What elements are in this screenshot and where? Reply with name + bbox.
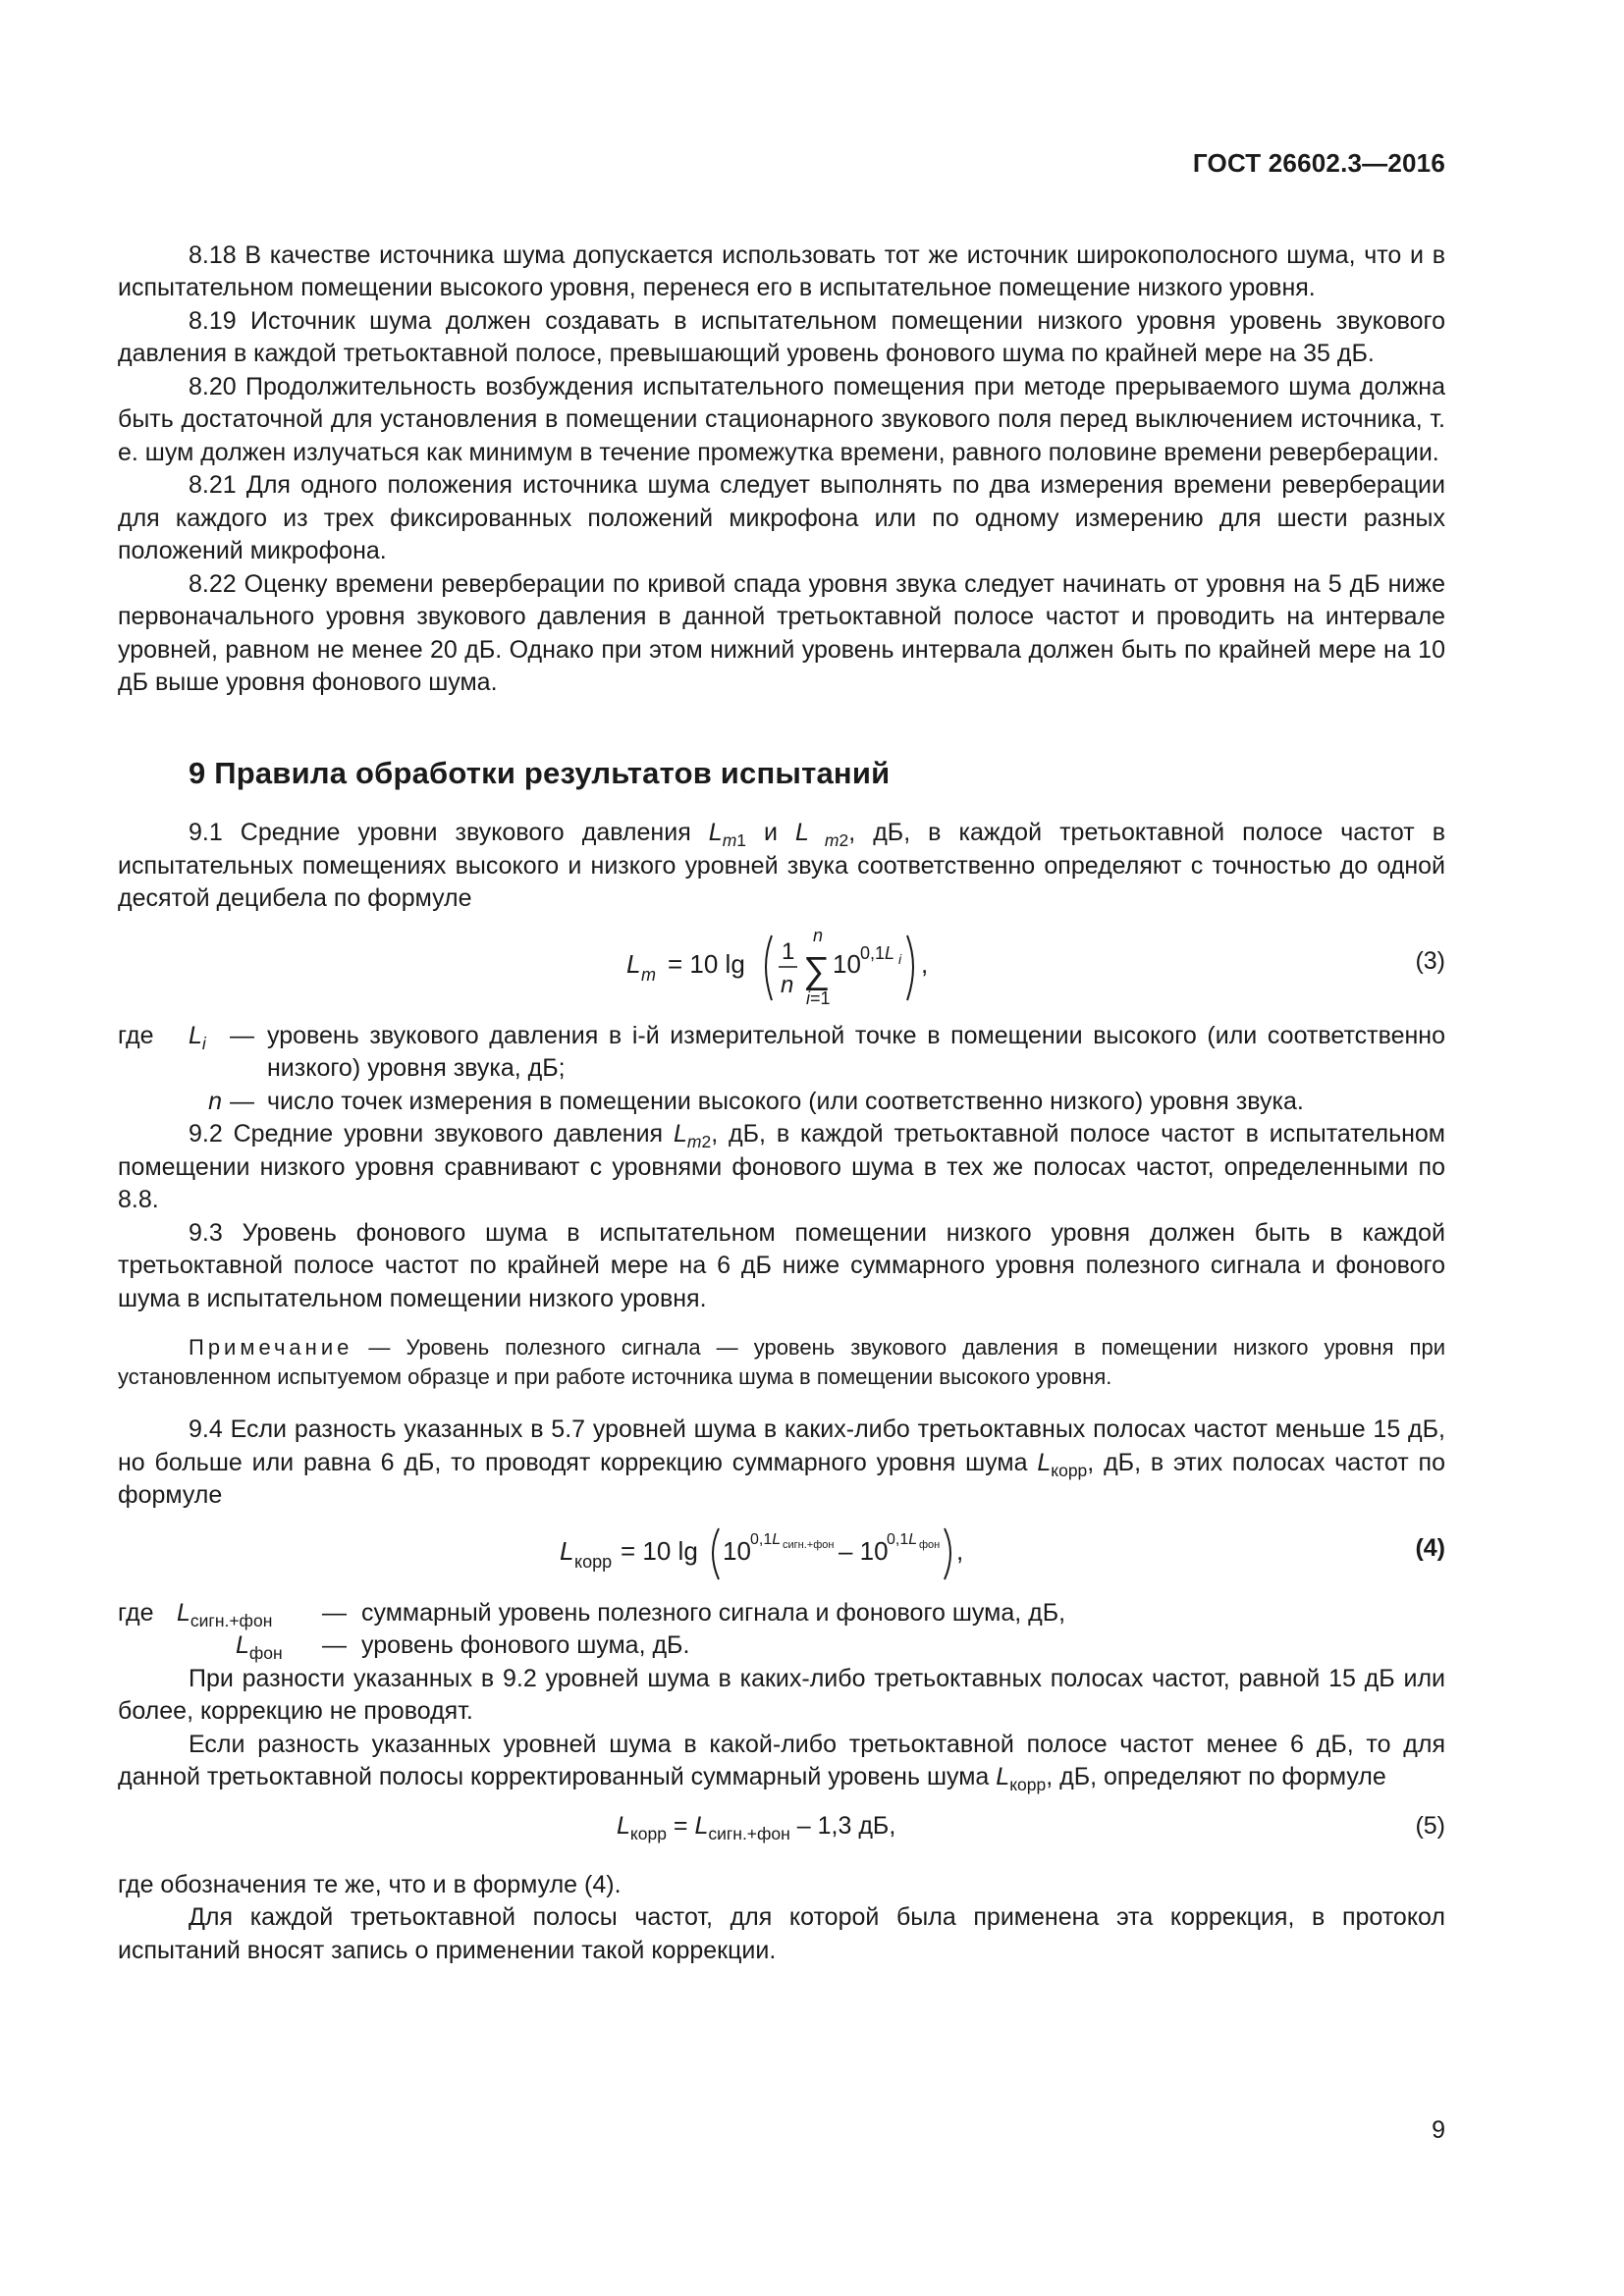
legend-dash: —	[230, 1087, 254, 1115]
legend-text-background: уровень фонового шума, дБ.	[361, 1631, 690, 1659]
svg-text:i: i	[898, 950, 902, 967]
formula-3-number: (3)	[1415, 946, 1445, 975]
legend-dash: —	[322, 1631, 347, 1659]
legend-symbol-li: $L_i$	[189, 1021, 206, 1053]
formula-3-legend	[118, 1020, 1445, 1119]
formula-4-legend	[118, 1597, 1445, 1663]
paragraph-8-19: 8.19 Источник шума должен создавать в испытательном помещении низкого уровня уровень звукового давления в каждой третьоктавной полосе, превышающий уровень фонового шума по крайней мере на 35 дБ.	[118, 306, 1445, 367]
svg-text:m: m	[641, 964, 656, 985]
svg-text:0,1L: 0,1L	[887, 1530, 918, 1548]
formula-5-number: (5)	[1415, 1811, 1445, 1840]
svg-text:,: ,	[921, 948, 929, 979]
legend-text-signal: суммарный уровень полезного сигнала и фонового шума, дБ,	[361, 1598, 1066, 1627]
legend-dash: —	[322, 1598, 347, 1627]
legend-dash: —	[230, 1021, 254, 1049]
svg-text:,: ,	[956, 1535, 964, 1566]
legend-row-n	[118, 1086, 1445, 1119]
svg-text:фон: фон	[919, 1538, 941, 1551]
formula-4-number: (4)	[1415, 1533, 1445, 1562]
legend-symbol-background: $L_{фон}$	[236, 1631, 283, 1663]
paragraph-where-5: где обозначения те же, что и в формуле (4).	[118, 1870, 622, 1898]
svg-text:∑: ∑	[803, 949, 831, 991]
section-heading: 9 Правила обработки результатов испытаний	[189, 755, 891, 790]
note-label: Примечание	[189, 1335, 353, 1360]
note-text: — Уровень полезного сигнала — уровень звукового давления в помещении низкого уровня при установленном испытуемом образце и при работе источника шума в помещении высокого уровня.	[118, 1335, 1445, 1389]
paragraph-no-correction: При разности указанных в 9.2 уровней шума в каких-либо третьоктавных полосах частот, равной 15 дБ или более, коррекцию не проводят.	[118, 1664, 1445, 1725]
paragraph-8-22: 8.22 Оценку времени реверберации по кривой спада уровня звука следует начинать от уровня на 5 дБ ниже первоначального уровня звукового давления в данной третьоктавной полосе частот и проводить на интервале уровней, равном не менее 20 дБ. Однако при этом нижний уровень интервала должен быть по крайней мере на 10 дБ выше уровня фонового шума.	[118, 569, 1445, 696]
clause-8-paragraphs	[118, 240, 1445, 700]
legend-symbol-n: n	[208, 1087, 222, 1115]
where-label: где	[118, 1598, 154, 1627]
paragraph-9-3: 9.3 Уровень фонового шума в испытательном помещении низкого уровня должен быть в каждой третьоктавной полосе частот по крайней мере на 6 дБ ниже суммарного уровня полезного сигнала и фонового шума в испытательном помещении низкого уровня.	[118, 1218, 1445, 1312]
legend-row-background	[118, 1629, 1445, 1663]
formula-5-math: $L_{корр} = L_{сигн.+фон} - 1,3$ дБ,	[617, 1811, 896, 1843]
document-header: ГОСТ 26602.3—2016	[1192, 148, 1445, 178]
legend-text-li: уровень звукового давления в i-й измерительной точке в помещении высокого (или соответственно низкого) уровня звука, дБ;	[267, 1021, 1445, 1082]
svg-text:10: 10	[833, 948, 861, 979]
svg-text:корр: корр	[574, 1551, 613, 1572]
note	[118, 1333, 1445, 1392]
paragraph-8-21: 8.21 Для одного положения источника шума следует выполнять по два измерения времени реверберации для каждого из трех фиксированных положений микрофона или по одному измерению для шести разных положений микрофона.	[118, 471, 1445, 564]
formula-4	[118, 1519, 1445, 1587]
svg-text:– 10: – 10	[839, 1535, 889, 1566]
paragraph-correction-under-6db: Если разность указанных уровней шума в какой-либо третьоктавной полосе частот менее 6 дБ, то для данной третьоктавной полосы корректированный суммарный уровень шума $L_{корр}$, дБ, определяют по формуле	[118, 1730, 1445, 1794]
formula-5	[118, 1800, 1445, 1859]
svg-text:L: L	[560, 1535, 574, 1566]
paragraph-9-4: 9.4 Если разность указанных в 5.7 уровней шума в каких-либо третьоктавных полосах частот меньше 15 дБ, но больше или равна 6 дБ, то проводят коррекцию суммарного уровня шума $L_{корр}$, дБ, в этих полосах частот по формуле	[118, 1415, 1445, 1509]
svg-text:0,1L: 0,1L	[750, 1530, 782, 1548]
paragraph-9-1: 9.1 Средние уровни звукового давления $L_{m1}$ и L $_{m2}$, дБ, в каждой третьоктавной полосе частот в испытательных помещениях высокого и низкого уровней звука соответственно определяют с точностью до одной десятой децибела по формуле	[118, 819, 1445, 912]
page-number: 9	[1432, 2116, 1445, 2144]
paragraph-protocol: Для каждой третьоктавной полосы частот, для которой была применена эта коррекция, в протокол испытаний вносят запись о применении такой коррекции.	[118, 1903, 1445, 1964]
formula-3	[118, 922, 1445, 1010]
svg-text:i=1: i=1	[806, 988, 831, 1008]
svg-text:= 10 lg: = 10 lg	[668, 948, 745, 979]
svg-text:10: 10	[723, 1535, 751, 1566]
paragraph-9-2: 9.2 Средние уровни звукового давления $L_{m2}$, дБ, в каждой третьоктавной полосе частот в испытательном помещении низкого уровня сравнивают с уровнями фонового шума в тех же полосах частот, определенными по 8.8.	[118, 1120, 1445, 1213]
legend-text-n: число точек измерения в помещении высокого (или соответственно низкого) уровня звука.	[267, 1087, 1304, 1115]
svg-text:0,1L: 0,1L	[860, 942, 895, 963]
svg-text:L: L	[626, 948, 641, 979]
legend-row-signal	[118, 1597, 1445, 1630]
svg-text:n: n	[781, 971, 794, 998]
formula-4-math	[560, 1519, 972, 1587]
svg-text:сигн.+фон: сигн.+фон	[783, 1538, 835, 1551]
legend-symbol-signal: $L_{сигн.+фон}$	[177, 1598, 273, 1630]
legend-row-li	[118, 1020, 1445, 1086]
formula-3-math	[626, 922, 1078, 1010]
where-label: где	[118, 1021, 154, 1049]
svg-text:n: n	[813, 925, 824, 945]
paragraph-8-20: 8.20 Продолжительность возбуждения испытательного помещения при методе прерываемого шума должна быть достаточной для установления в помещении стационарного звукового поля перед выключением источника, т. е. шум должен излучаться как минимум в течение промежутка времени, равного половине времени реверберации.	[118, 372, 1445, 466]
svg-text:= 10 lg: = 10 lg	[621, 1535, 698, 1566]
paragraph-8-18: 8.18 В качестве источника шума допускается использовать тот же источник широкополосного шума, что и в испытательном помещении высокого уровня, перенеся его в испытательное помещение низкого уровня.	[118, 240, 1445, 301]
svg-text:1: 1	[782, 937, 795, 965]
